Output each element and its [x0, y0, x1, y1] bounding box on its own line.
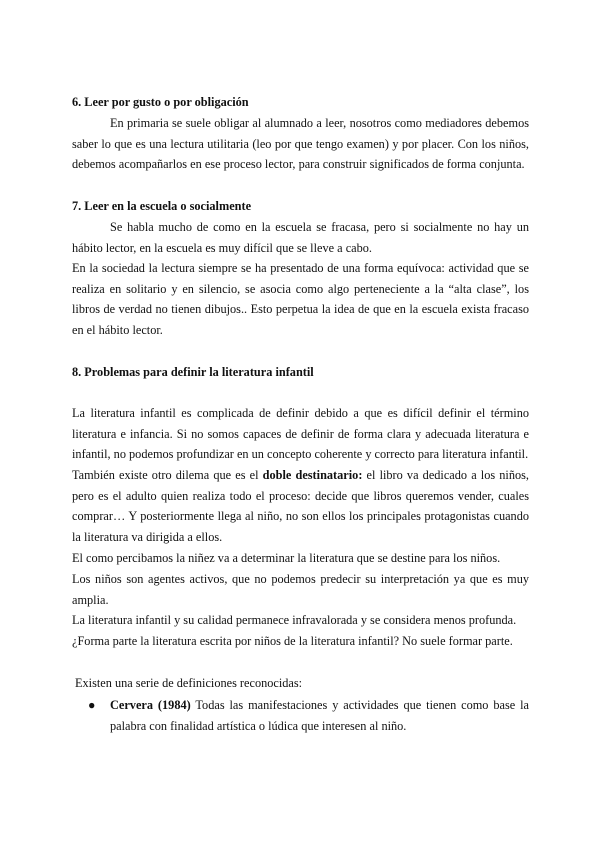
definitions-intro: Existen una serie de definiciones reconocidas:	[75, 676, 303, 690]
section-6-paragraph: En primaria se suele obligar al alumnado a leer, nosotros como mediadores debemos saber lo que es una lectura utilitaria (leo por que tengo examen) y por placer. Con los niños, debemos acompañarlos en ese proceso lector, para construir significados de forma conjunta.	[72, 116, 529, 171]
section-8-heading: 8. Problemas para definir la literatura infantil	[72, 365, 314, 379]
section-8-paragraph-2	[72, 465, 529, 547]
bullet-icon: ●	[88, 698, 96, 712]
section-8-paragraph-3: El como percibamos la niñez va a determinar la literatura que se destine para los niños.	[72, 551, 501, 565]
doble-destinatario-term: doble destinatario:	[262, 468, 363, 482]
section-7-paragraph-2: En la sociedad la lectura siempre se ha presentado de una forma equívoca: actividad que se realiza en solitario y en silencio, se asocia como algo perteneciente a la “alta clase”, los libros de verdad no tienen dibujos.. Esto perpetua la idea de que en la escuela exista fracaso en el hábito lector.	[72, 261, 529, 337]
definition-text: Todas las manifestaciones y actividades que tienen como base la palabra con finalidad artística o lúdica que interesen al niño.	[110, 698, 529, 733]
section-7-heading: 7. Leer en la escuela o socialmente	[72, 199, 252, 213]
paragraph-2-intro: También existe otro dilema que es el	[72, 468, 263, 482]
definition-author: Cervera (1984)	[110, 698, 191, 712]
section-8-paragraph-4: Los niños son agentes activos, que no podemos predecir su interpretación ya que es muy amplia.	[72, 572, 529, 607]
section-8-paragraph-6: ¿Forma parte la literatura escrita por niños de la literatura infantil? No suele formar parte.	[72, 634, 513, 648]
paragraph-2-body: el libro va dedicado a los niños, pero es el adulto quien realiza todo el proceso: decide que libros queremos vender, cuales comprar… Y posteriormente llega al niño, no son ellos los principales protagonistas cuando la literatura va dirigida a ellos.	[72, 468, 529, 544]
section-8-paragraph-1: La literatura infantil es complicada de definir debido a que es difícil definir el término literatura e infancia. Si no somos capaces de definir de forma clara y adecuada literatura e infantil, no podemos profundizar en un concepto coherente y correcto para literatura infantil.	[72, 406, 529, 461]
section-7-paragraph-1: Se habla mucho de como en la escuela se fracasa, pero si socialmente no hay un hábito lector, en la escuela es muy difícil que se lleve a cabo.	[72, 220, 529, 255]
definition-item-cervera	[72, 695, 529, 736]
definitions-list	[72, 695, 529, 736]
section-8-paragraph-5: La literatura infantil y su calidad permanece infravalorada y se considera menos profunda.	[72, 613, 517, 627]
section-6-heading: 6. Leer por gusto o por obligación	[72, 95, 249, 109]
